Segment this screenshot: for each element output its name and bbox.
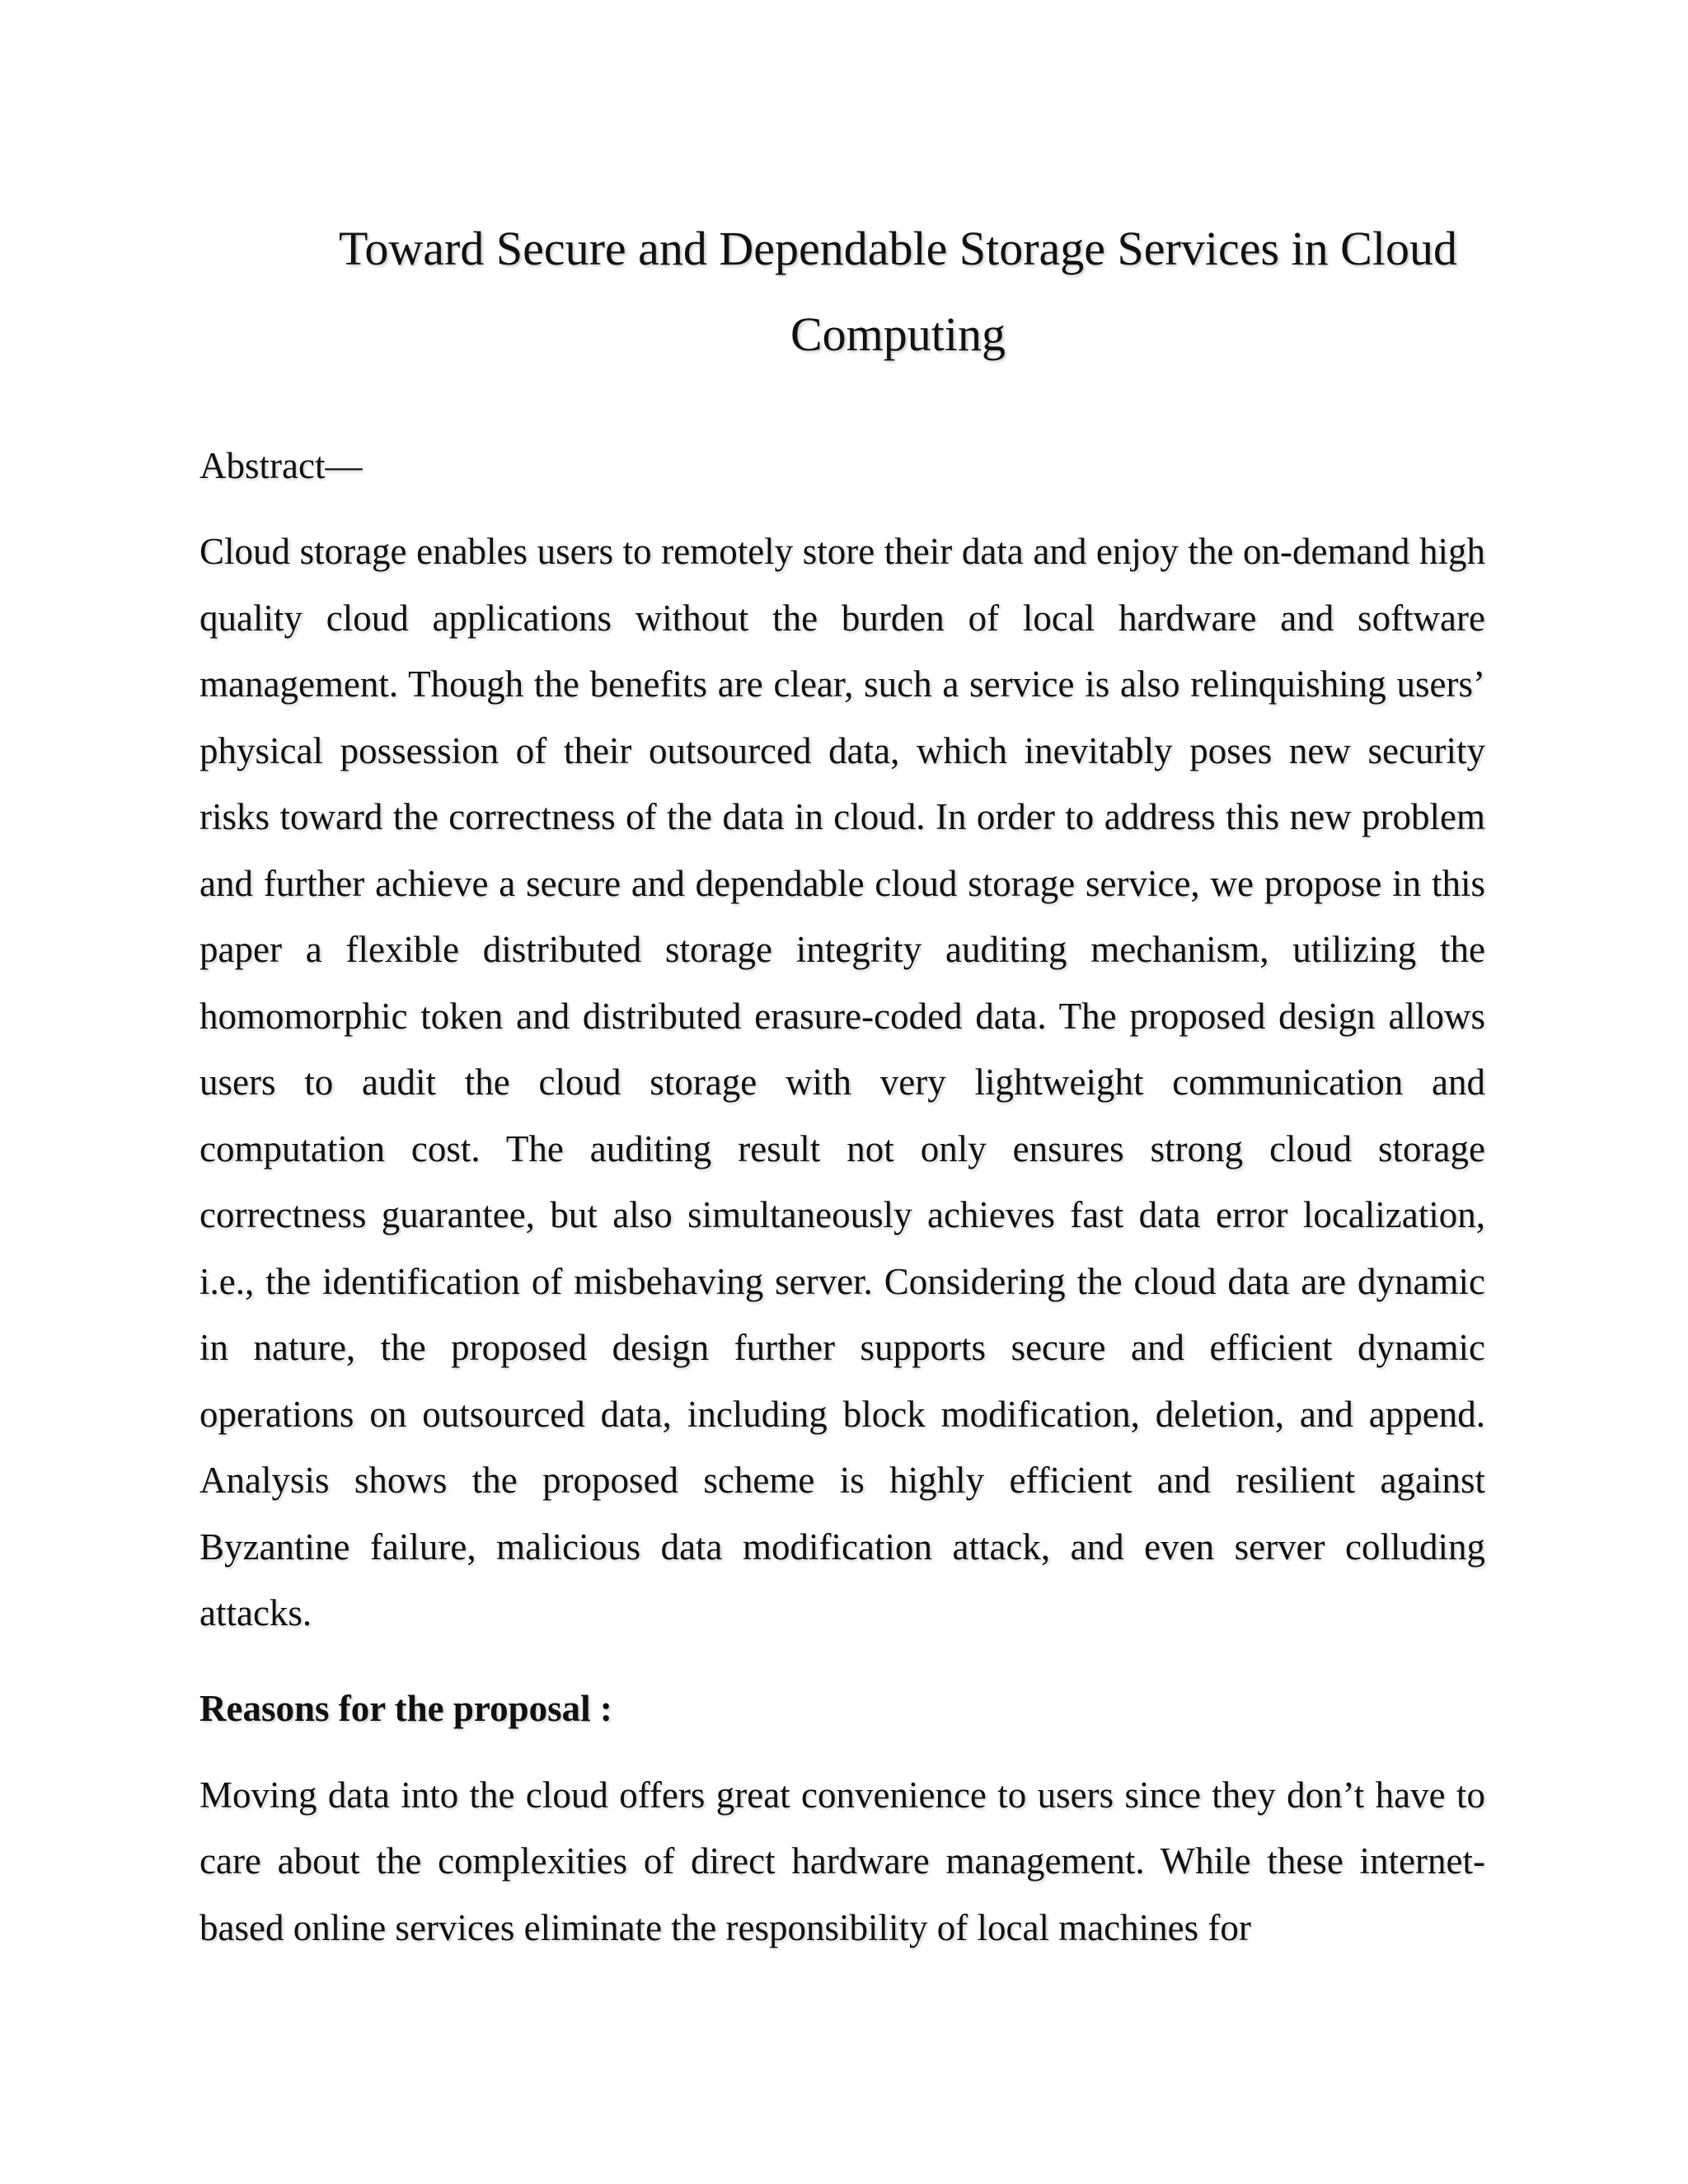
abstract-paragraph: Cloud storage enables users to remotely store their data and enjoy the on-demand high quality cloud applications without the burden of local hardware and software management. Though the benefits are clear, such a service is also relinquishing users’ physical possession of their outsourced data, which inevitably poses new security risks toward the correctness of the data in cloud. In order to address this new problem and further achieve a secure and dependable cloud storage service, we propose in this paper a flexible distributed storage integrity auditing mechanism, utilizing the homomorphic token and distributed erasure-coded data. The proposed design allows users to audit the cloud storage with very lightweight communication and computation cost. The auditing result not only ensures strong cloud storage correctness guarantee, but also simultaneously achieves fast data error localization, i.e., the identification of misbehaving server. Considering the cloud data are dynamic in nature, the proposed design further supports secure and efficient dynamic operations on outsourced data, including block modification, deletion, and append. Analysis shows the proposed scheme is highly efficient and resilient against Byzantine failure, malicious data modification attack, and even server colluding attacks. xyxy=(199,531,1485,1633)
page-content xyxy=(199,206,1485,1961)
section-heading-reasons: Reasons for the proposal : xyxy=(199,1687,612,1729)
paper-title: Toward Secure and Dependable Storage Services in Cloud Computing xyxy=(339,222,1457,361)
abstract-label: Abstract— xyxy=(199,445,363,486)
reasons-paragraph: Moving data into the cloud offers great convenience to users since they don’t have to care about the complexities of direct hardware management. While these internet-based online services eliminate the responsibility of local machines for xyxy=(199,1774,1485,1948)
